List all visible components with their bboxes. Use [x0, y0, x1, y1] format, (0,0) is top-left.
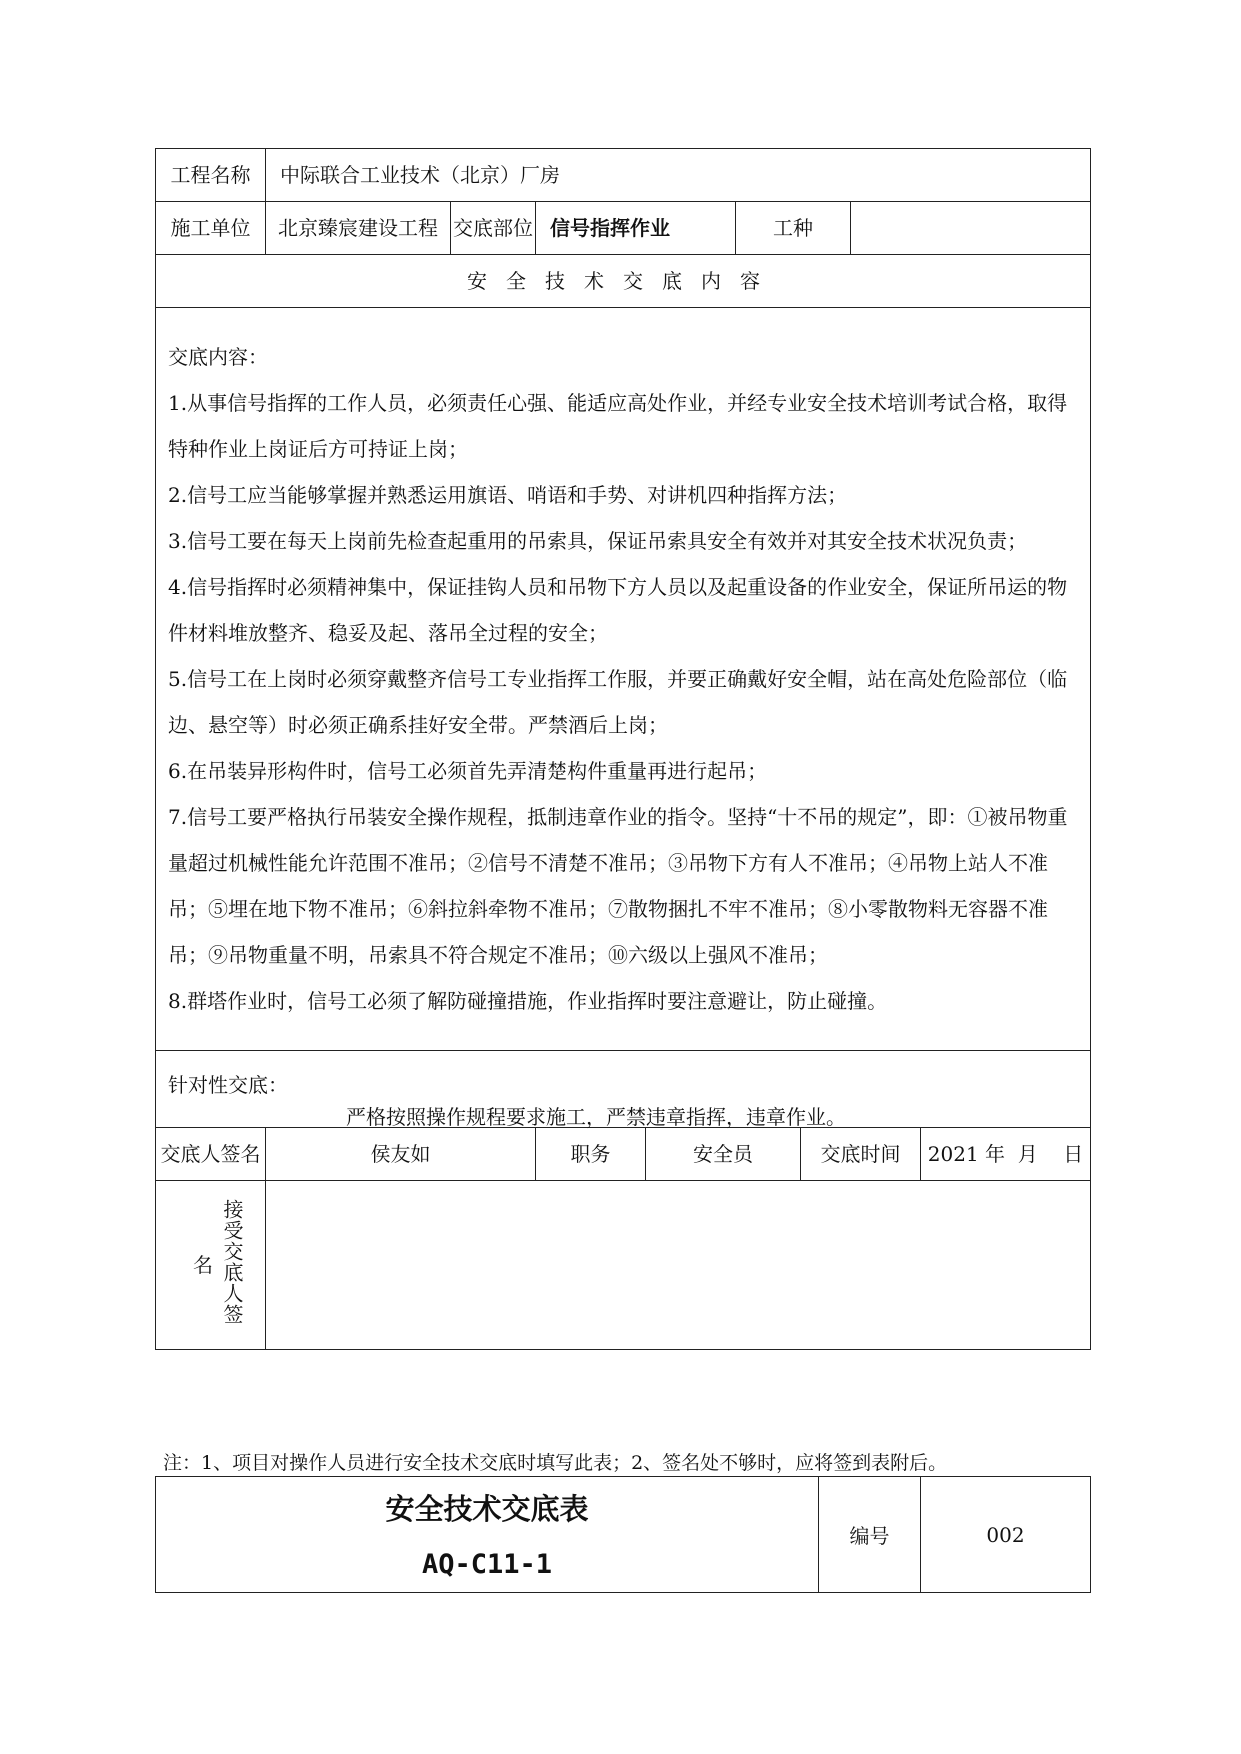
section-title-row — [156, 255, 1091, 308]
receiver-row — [156, 1181, 1091, 1350]
content-item: 3.信号工要在每天上岗前先检查起重用的吊索具，保证吊索具安全有效并对其安全技术状况负责； — [168, 529, 1028, 553]
receiver-signature-area[interactable] — [266, 1181, 1091, 1350]
section-title: 安全技术交底内容 — [156, 255, 1091, 308]
content-row — [156, 308, 1091, 1051]
project-name-row — [156, 149, 1091, 202]
position-label: 职务 — [536, 1128, 646, 1181]
construction-unit-value: 北京臻宸建设工程 — [266, 202, 451, 255]
targeted-label: 针对性交底： — [168, 1073, 288, 1097]
content-item: 5.信号工在上岗时必须穿戴整齐信号工专业指挥工作服，并要正确戴好安全帽，站在高处危险部位（临边、悬空等）时必须正确系挂好安全带。严禁酒后上岗； — [168, 667, 1068, 737]
number-value: 002 — [921, 1477, 1091, 1593]
receiver-label: 接受交底人签 — [220, 1199, 244, 1325]
targeted-row — [156, 1051, 1091, 1128]
briefing-part-value: 信号指挥作业 — [536, 202, 736, 255]
briefer-value: 侯友如 — [266, 1128, 536, 1181]
content-item: 8.群塔作业时，信号工必须了解防碰撞措施，作业指挥时要注意避让，防止碰撞。 — [168, 989, 888, 1013]
briefing-form-table — [155, 148, 1091, 1350]
content-item: 2.信号工应当能够掌握并熟悉运用旗语、哨语和手势、对讲机四种指挥方法； — [168, 483, 848, 507]
targeted-text: 严格按照操作规程要求施工，严禁违章指挥，违章作业。 — [346, 1105, 846, 1129]
project-name-value: 中际联合工业技术（北京）厂房 — [266, 149, 1091, 202]
briefing-time-label: 交底时间 — [801, 1128, 921, 1181]
project-name-label: 工程名称 — [156, 149, 266, 202]
trade-label: 工种 — [736, 202, 851, 255]
content-item: 1.从事信号指挥的工作人员，必须责任心强、能适应高处作业，并经专业安全技术培训考试合格，取得特种作业上岗证后方可持证上岗； — [168, 391, 1068, 461]
signature-row — [156, 1128, 1091, 1181]
content-item: 6.在吊装异形构件时，信号工必须首先弄清楚构件重量再进行起吊； — [168, 759, 768, 783]
number-label: 编号 — [819, 1477, 921, 1593]
content-intro: 交底内容： — [168, 345, 268, 369]
content-cell — [156, 308, 1091, 1051]
receiver-label-side: 名 — [193, 1253, 213, 1277]
briefing-part-label: 交底部位 — [451, 202, 536, 255]
position-value: 安全员 — [646, 1128, 801, 1181]
briefer-label: 交底人签名 — [156, 1128, 266, 1181]
form-note: 注：1、项目对操作人员进行安全技术交底时填写此表；2、签名处不够时，应将签到表附后。 — [163, 1452, 948, 1474]
receiver-label-cell — [156, 1181, 266, 1350]
footer-title-cell — [156, 1477, 819, 1593]
content-item: 4.信号指挥时必须精神集中，保证挂钩人员和吊物下方人员以及起重设备的作业安全，保证所吊运的物件材料堆放整齐、稳妥及起、落吊全过程的安全； — [168, 575, 1068, 645]
briefing-time-value: 2021 年 月 日 — [921, 1128, 1091, 1181]
trade-value — [851, 202, 1091, 255]
unit-row — [156, 202, 1091, 255]
form-code: AQ-C11-1 — [421, 1548, 553, 1580]
form-title: 安全技术交底表 — [385, 1491, 589, 1526]
targeted-cell — [156, 1051, 1091, 1128]
construction-unit-label: 施工单位 — [156, 202, 266, 255]
footer-table — [155, 1476, 1091, 1593]
content-item: 7.信号工要严格执行吊装安全操作规程，抵制违章作业的指令。坚持“十不吊的规定”，即：①被吊物重量超过机械性能允许范围不准吊；②信号不清楚不准吊；③吊物下方有人不准吊；④吊物上站人不准吊；⑤埋在地下物不准吊；⑥斜拉斜牵物不准吊；⑦散物捆扎不牢不准吊；⑧小零散物料无容器不准吊；⑨吊物重量不明，吊索具不符合规定不准吊；⑩六级以上强风不准吊； — [168, 805, 1068, 967]
